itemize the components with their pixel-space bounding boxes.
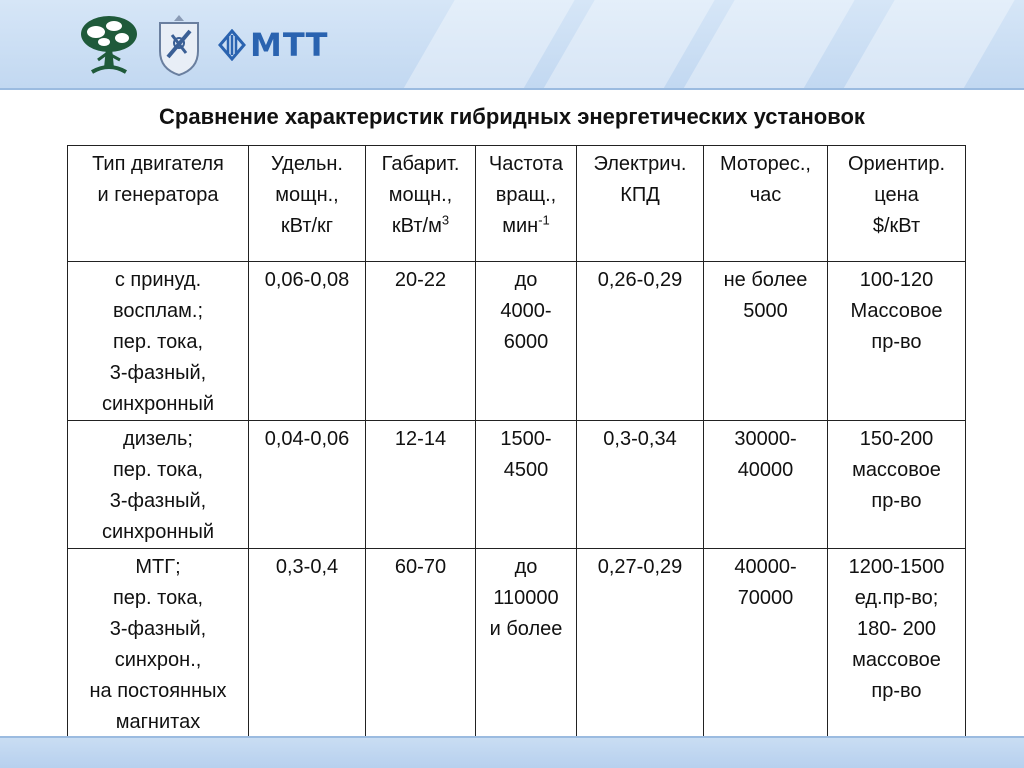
footer-band (0, 738, 1024, 768)
table-cell: 20-22 (366, 262, 476, 421)
mtt-logo (218, 26, 329, 64)
table-cell: 40000- 70000 (704, 549, 828, 739)
table-cell: 150-200 массовое пр-во (828, 421, 966, 549)
comparison-table (67, 145, 966, 739)
header-motor-resource: Моторес., час (704, 146, 828, 262)
table-cell: 12-14 (366, 421, 476, 549)
table-cell: с принуд. восплам.; пер. тока, 3-фазный, синхронный (68, 262, 249, 421)
table-cell: 0,27-0,29 (577, 549, 704, 739)
table-cell: 0,3-0,34 (577, 421, 704, 549)
table-cell: 30000- 40000 (704, 421, 828, 549)
mtt-logo-text: МТТ (250, 26, 329, 64)
header-divider (0, 88, 1024, 90)
table-cell: 100-120 Массовое пр-во (828, 262, 966, 421)
table-cell: до 110000 и более (476, 549, 577, 739)
header-electrical-efficiency: Электрич. КПД (577, 146, 704, 262)
table-row (68, 421, 966, 549)
table-header-row (68, 146, 966, 262)
mtt-mark-icon (218, 29, 246, 61)
table-cell: МТГ; пер. тока, 3-фазный, синхрон., на постоянных магнитах (68, 549, 249, 739)
table-cell: 0,3-0,4 (249, 549, 366, 739)
table-cell: 60-70 (366, 549, 476, 739)
table-cell: 1500- 4500 (476, 421, 577, 549)
table-cell: дизель; пер. тока, 3-фазный, синхронный (68, 421, 249, 549)
table-cell: не более 5000 (704, 262, 828, 421)
page-title: Сравнение характеристик гибридных энергетических установок (159, 104, 865, 129)
table-cell: 1200-1500 ед.пр-во; 180- 200 массовое пр-во (828, 549, 966, 739)
header-specific-power: Удельн. мощн., кВт/кг (249, 146, 366, 262)
header-rotation-frequency: Частота вращ., мин$^{-1}$ (476, 146, 577, 262)
table-cell: 0,26-0,29 (577, 262, 704, 421)
header-overall-power: Габарит. мощн., кВт/$м^3$ (366, 146, 476, 262)
table-row (68, 262, 966, 421)
tree-logo-icon (76, 12, 142, 78)
table-cell: 0,06-0,08 (249, 262, 366, 421)
logo-group (76, 12, 329, 78)
emblem-shield-icon (154, 13, 204, 77)
header-engine-type: Тип двигателя и генератора (68, 146, 249, 262)
table-row (68, 549, 966, 739)
table-cell: до 4000- 6000 (476, 262, 577, 421)
table-cell: 0,04-0,06 (249, 421, 366, 549)
header-price: Ориентир. цена $/кВт (828, 146, 966, 262)
